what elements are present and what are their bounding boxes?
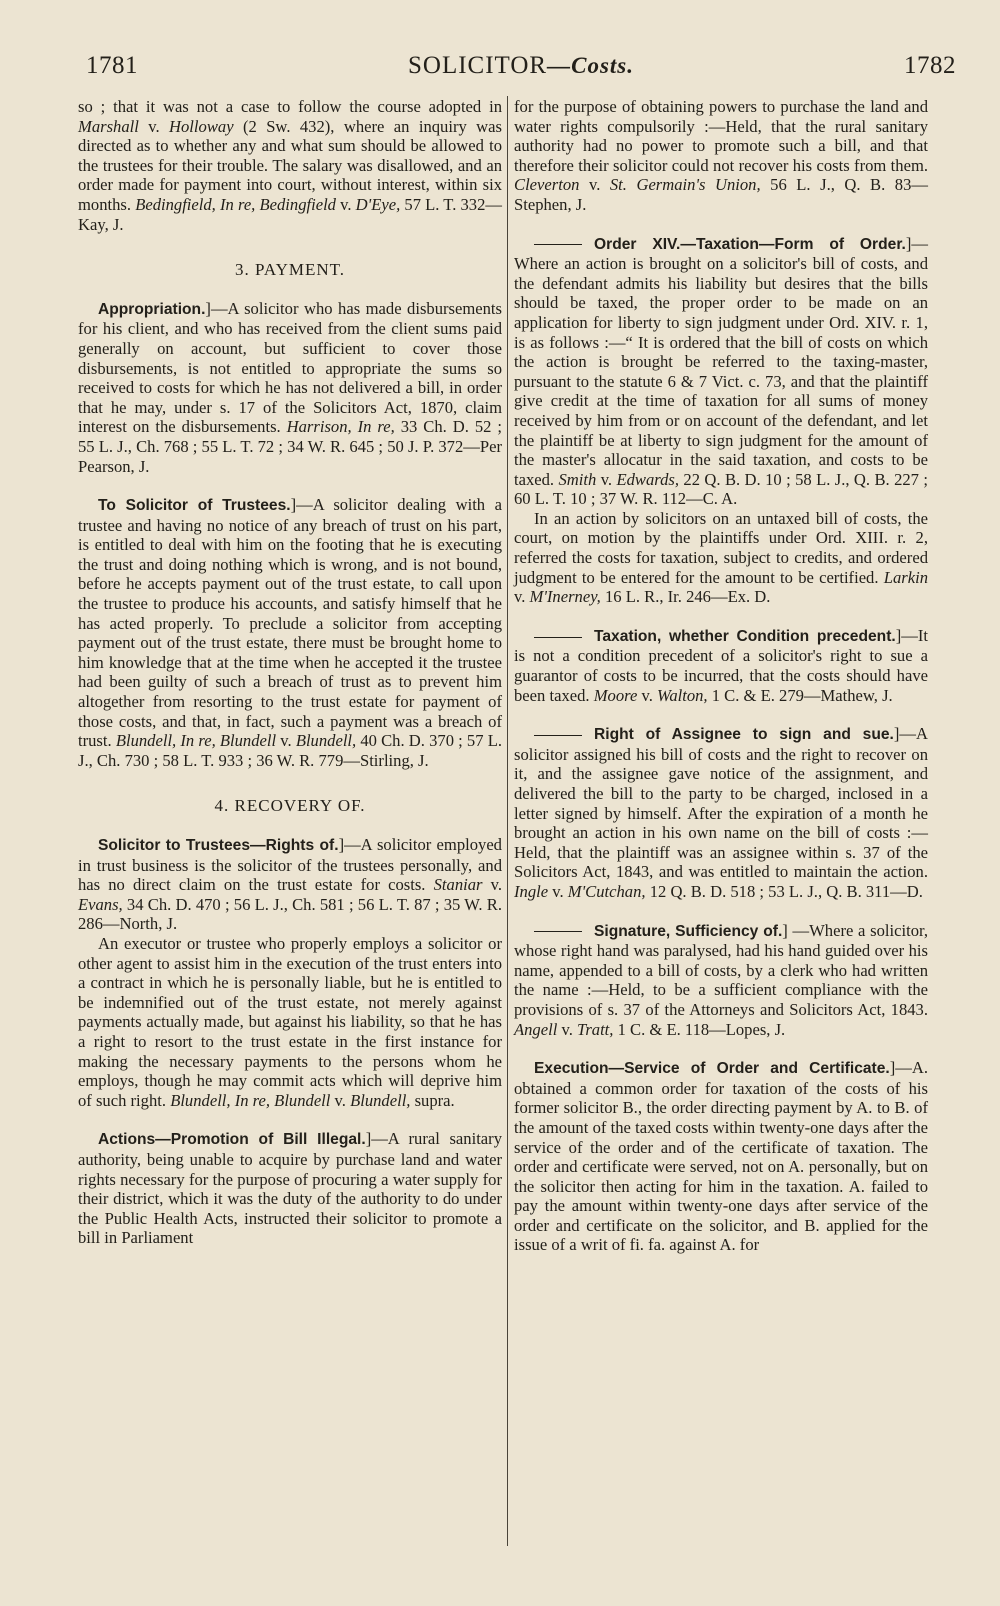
- running-head: [86, 52, 956, 80]
- page-header: [86, 52, 956, 92]
- entry-right-of-assignee: Right of Assignee to sign and sue.]—A solicitor assigned his bill of costs and the right to recover on it, and the assignee gave notice of the assignment, and delivered the bill to the party to be charged, inclosed in a letter signed by himself. After the expiration of a month he brought an action in his own name on the bill of costs :—Held, that the plaintiff was an assignee within s. 37 of the Solicitors Act, 1843, and was entitled to maintain the action. Ingle v. M'Cutchan, 12 Q. B. D. 518 ; 53 L. J., Q. B. 311—D.: [514, 724, 928, 901]
- entry-rights-of-trustees: Solicitor to Trustees—Rights of.]—A solicitor employed in trust business is the solicitor of the trustees personally, and has no direct claim on the trust estate for costs. Staniar v. Evans, 34 Ch. D. 470 ; 56 L. J., Ch. 581 ; 56 L. T. 87 ; 35 W. R. 286—North, J.: [78, 835, 502, 934]
- entry-caption: Taxation, whether Condition precedent.: [594, 627, 896, 645]
- entry-caption: To Solicitor of Trustees.: [98, 497, 291, 515]
- entry-solicitor-of-trustees: To Solicitor of Trustees.]—A solicitor dealing with a trustee and having no notice of any breach of trust on his part, is entitled to deal with him on the footing that he is executing the trust and doing nothing which is wrong, and is not bound, before he accepts payment out of the trust estate, to call upon the trustee to produce his accounts, and satisfy himself that he has acted properly. To preclude a solicitor from accepting payment out of the trust estate, there must be brought home to him knowledge that at the time when he accepted it the trustee had been guilty of such a breach of trust as to prevent him altogether from resorting to the trust estate for payment of those costs, and that, in fact, such a payment was a breach of trust. Blundell, In re, Blundell v. Blundell, 40 Ch. D. 370 ; 57 L. J., Ch. 730 ; 58 L. T. 933 ; 36 W. R. 779—Stirling, J.: [78, 495, 502, 770]
- entry-caption: Appropriation.: [98, 300, 206, 318]
- entry-untaxed-bill: In an action by solicitors on an untaxed bill of costs, the court, on motion by the plaintiffs under Ord. XIII. r. 2, referred the costs for taxation, subject to credits, and ordered judgment to be entered for the amount to be certified. Larkin v. M'Inerney, 16 L. R., Ir. 246—Ex. D.: [514, 508, 928, 607]
- running-head-title: SOLICITOR: [408, 52, 548, 79]
- running-head-subtitle: —Costs.: [547, 53, 634, 78]
- section-heading-recovery: 4. RECOVERY OF.: [214, 796, 366, 816]
- repeat-dash: [534, 735, 582, 736]
- paragraph-continued: so ; that it was not a case to follow the course adopted in Marshall v. Holloway (2 Sw. 432), where an inquiry was directed as to whether any and what sum should be allowed to the trustees for their trouble. The salary was disallowed, and an order made for payment into court, without interest, within six months. Bedingfield, In re, Bedingfield v. D'Eye, 57 L. T. 332—Kay, J.: [78, 97, 502, 234]
- entry-caption: Solicitor to Trustees—Rights of.: [98, 837, 339, 854]
- entry-caption: Actions—Promotion of Bill Illegal.: [98, 1131, 366, 1149]
- repeat-dash: [534, 637, 582, 638]
- entry-signature-sufficiency: Signature, Sufficiency of.] —Where a solicitor, whose right hand was paralysed, had his hand guided over his name, appended to a bill of costs, by a clerk who had written the name :—Held, to be a sufficient compliance with the provisions of s. 37 of the Attorneys and Solicitors Act, 1843. Angell v. Tratt, 1 C. & E. 118—Lopes, J.: [514, 920, 929, 1039]
- entry-execution-service: Execution—Service of Order and Certificate.]—A. obtained a common order for taxation of the costs of his former solicitor B., the order directing payment by A. to B. of the amount of the taxed costs within twenty-one days after the service of the order and of the certificate of taxation. The order and certificate were served, not on A. personally, but on the solicitor then acting for him in the taxation. A. failed to pay the amount within twenty-one days after service of the order and certificate on the solicitor, and B. applied for the issue of a writ of fi. fa. against A. for: [514, 1058, 928, 1255]
- entry-order-xiv: Order XIV.—Taxation—Form of Order.]—Where an action is brought on a solicitor's bill of costs, and the defendant admits his liability but desires that the bills should be taxed, the proper order to be made on an application for liberty to sign judgment under Ord. XIV. r. 1, is as follows :—“ It is ordered that the bill of costs on which the action is brought be referred to the taxing-master, pursuant to the statute 6 & 7 Vict. c. 73, and that the plaintiff give credit at the time of taxation for all sums of money received by him from or on account of the defendant, and let the plaintiff be at liberty to sign judgment for the amount of the master's allocatur in the said taxation, and costs to be taxed. Smith v. Edwards, 22 Q. B. D. 10 ; 58 L. J., Q. B. 227 ; 60 L. T. 10 ; 37 W. R. 112—C. A.: [514, 233, 928, 509]
- page-number-left: 1781: [86, 52, 138, 79]
- paragraph-continued: for the purpose of obtaining powers to purchase the land and water rights compulsorily :—Held, that the rural sanitary authority had no power to promote such a bill, and that therefore their solicitor could not recover his costs from them. Cleverton v. St. Germain's Union, 56 L. J., Q. B. 83—Stephen, J.: [514, 97, 928, 214]
- entry-caption: Right of Assignee to sign and sue.: [594, 726, 894, 744]
- entry-actions-bill-illegal: Actions—Promotion of Bill Illegal.]—A rural sanitary authority, being unable to acquire by purchase land and water rights necessary for the purpose of procuring a water supply for their district, which it was the duty of the authority to do under the Public Health Acts, instructed their solicitor to promote a bill in Parliament: [78, 1129, 502, 1248]
- entry-caption: Order XIV.—Taxation—Form of Order.: [594, 235, 906, 253]
- right-column: [514, 97, 928, 1255]
- entry-caption: Signature, Sufficiency of.: [594, 922, 783, 940]
- column-divider: [507, 96, 508, 1546]
- entry-executor-indemnity: An executor or trustee who properly employs a solicitor or other agent to assist him in the execution of the trust enters into a contract in which he is personally liable, but he is entitled to be indemnified out of the trust estate, not merely against payments actually made, but against his liability, so that he has a right to resort to the trust estate in the first instance for making the necessary payments to the persons whom he employs, though he may commit acts which will deprive him of such right. Blundell, In re, Blundell v. Blundell, supra.: [78, 933, 502, 1110]
- page-number-right: 1782: [904, 52, 956, 79]
- repeat-dash: [534, 931, 582, 932]
- repeat-dash: [534, 244, 582, 245]
- section-heading-payment: 3. PAYMENT.: [234, 260, 346, 280]
- left-column: [78, 97, 502, 1248]
- entry-appropriation: Appropriation.]—A solicitor who has made disbursements for his client, and who has received from the client sums paid generally on account, but sufficient to cover those disbursements, is not entitled to appropriate the sums so received to costs for which he has not delivered a bill, in order that he may, under s. 17 of the Solicitors Act, 1870, claim interest on the disbursements. Harrison, In re, 33 Ch. D. 52 ; 55 L. J., Ch. 768 ; 55 L. T. 72 ; 34 W. R. 645 ; 50 J. P. 372—Per Pearson, J.: [78, 298, 502, 476]
- entry-caption: Execution—Service of Order and Certificate.: [534, 1060, 890, 1078]
- entry-condition-precedent: Taxation, whether Condition precedent.]—It is not a condition precedent of a solicitor's right to sue a guarantor of costs to be incurred, that the costs should have been taxed. Moore v. Walton, 1 C. & E. 279—Mathew, J.: [514, 625, 928, 705]
